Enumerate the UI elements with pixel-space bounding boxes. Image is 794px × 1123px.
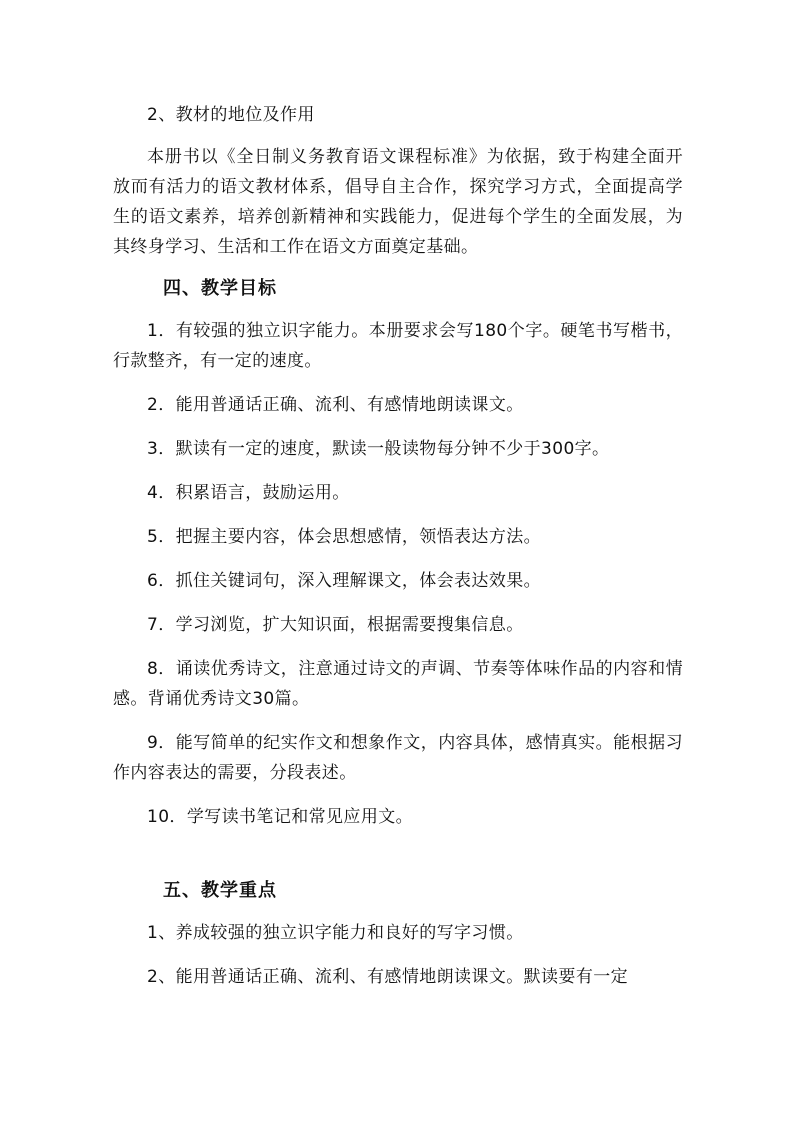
goal-item: 5．把握主要内容，体会思想感情，领悟表达方法。 <box>147 527 542 547</box>
section-2-title: 2、教材的地位及作用 <box>147 105 315 125</box>
goal-item: 7．学习浏览，扩大知识面，根据需要搜集信息。 <box>147 615 524 635</box>
goal-item: 8．诵读优秀诗文，注意通过诗文的声调、节奏等体味作品的内容和情感。背诵优秀诗文30篇。 <box>113 659 683 709</box>
key-point-item: 1、养成较强的独立识字能力和良好的写字习惯。 <box>147 923 524 943</box>
section-2-paragraph: 本册书以《全日制义务教育语文课程标准》为依据，致于构建全面开放而有活力的语文教材体系，倡导自主合作，探究学习方式，全面提高学生的语文素养，培养创新精神和实践能力，促进每个学生的全面发展，为其终身学习、生活和工作在语文方面奠定基础。 <box>113 147 683 257</box>
goal-item: 9．能写简单的纪实作文和想象作文，内容具体，感情真实。能根据习作内容表达的需要，分段表述。 <box>113 733 683 783</box>
key-point-item: 2、能用普通话正确、流利、有感情地朗读课文。默读要有一定 <box>147 967 629 987</box>
goal-item: 3．默读有一定的速度，默读一般读物每分钟不少于300字。 <box>147 439 610 459</box>
key-points-heading: 五、教学重点 <box>163 880 277 901</box>
goal-item: 2．能用普通话正确、流利、有感情地朗读课文。 <box>147 395 524 415</box>
goals-heading: 四、教学目标 <box>163 278 277 299</box>
goal-item: 10．学写读书笔记和常见应用文。 <box>147 807 414 827</box>
goal-item: 6．抓住关键词句，深入理解课文，体会表达效果。 <box>147 571 542 591</box>
goal-item: 1．有较强的独立识字能力。本册要求会写180个字。硬笔书写楷书，行款整齐，有一定的速度。 <box>113 321 683 371</box>
document-content <box>113 100 683 992</box>
goal-item: 4．积累语言，鼓励运用。 <box>147 483 350 503</box>
